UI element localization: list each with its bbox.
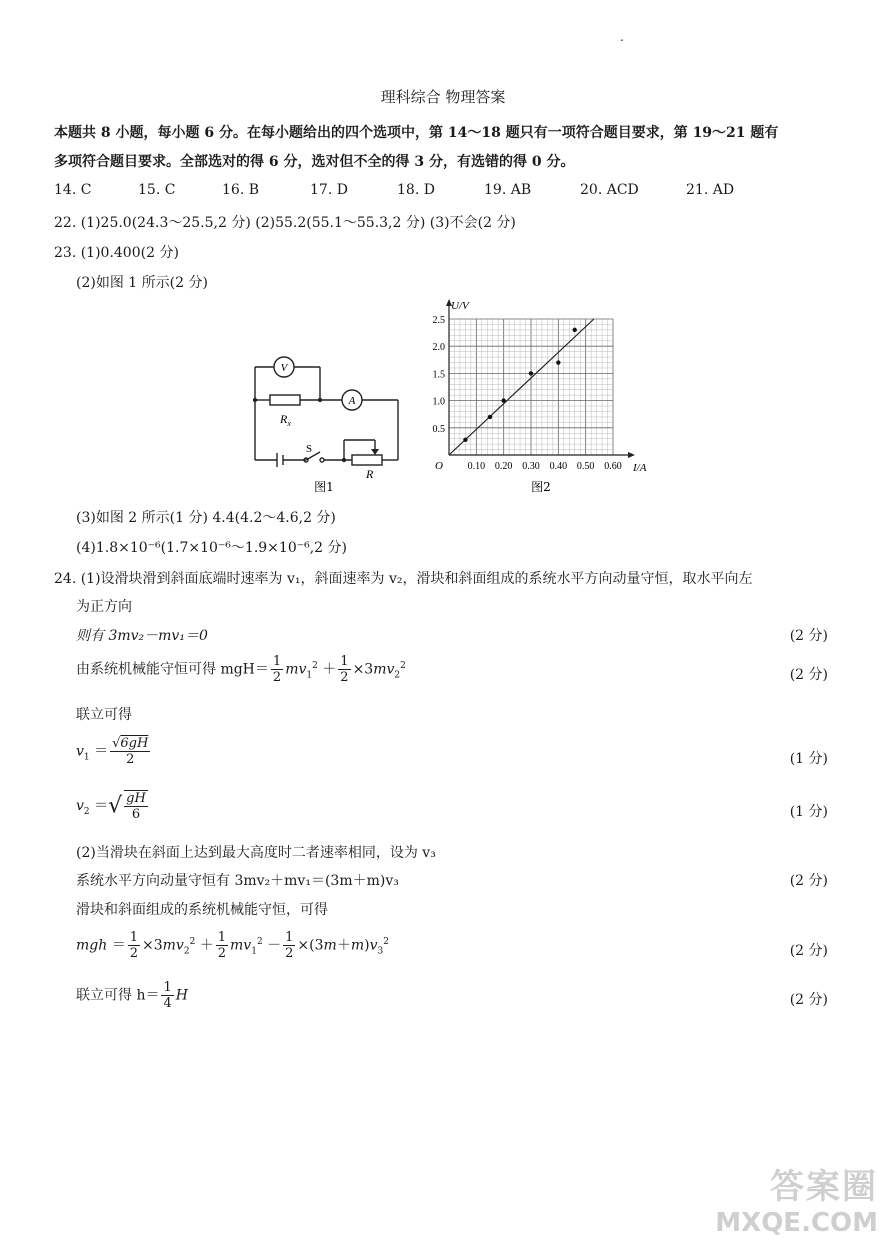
y-tick-label: 0.5: [432, 423, 445, 435]
points-7: (2 分): [789, 992, 828, 1008]
final-lead: 联立可得 h＝: [76, 987, 160, 1004]
q22-answer: 22. (1)25.0(24.3～25.5,2 分) (2)55.2(55.1～55.3,2 分) (3)不会(2 分): [54, 215, 516, 231]
x-axis-arrow: [628, 452, 635, 458]
points-3: (1 分): [789, 751, 828, 767]
q24-line-1: 24. (1)设滑块滑到斜面底端时速率为 v₁，斜面速率为 v₂，滑块和斜面组成的系统水平方向动量守恒，取水平向左: [54, 571, 753, 587]
points-2: (2 分): [789, 667, 828, 683]
y-axis-label: U/V: [451, 300, 469, 312]
watermark: [715, 1159, 878, 1238]
data-point: [501, 398, 505, 402]
frac-half: $\frac{1}{2}$: [129, 930, 138, 961]
x-tick-label: 0.20: [494, 461, 513, 472]
circuit-diagram: [240, 345, 410, 495]
frac-half: $\frac{1}{2}$: [272, 654, 282, 685]
data-point: [556, 360, 560, 364]
answer-16: 16. B: [222, 182, 260, 198]
rheostat-label: R: [366, 467, 374, 481]
q24-final: 联立可得 h＝ $\frac{1}{4}$ H: [76, 980, 188, 1011]
y-tick-label: 2.0: [432, 342, 445, 354]
watermark-text: MXQE.COM: [715, 1208, 878, 1238]
answer-14: 14. C: [54, 182, 92, 198]
chart-grid: [449, 319, 613, 455]
q24-momentum-eq: 则有 3mv₂－mv₁＝0: [76, 628, 208, 644]
points-4: (1 分): [789, 804, 828, 820]
q24-energy-eq-2: mgh ＝ $\frac{1}{2}$ $\times 3mv_2^2$ ＋ $\frac{1}{2}$ $mv_1^2$ － $\frac{1}{2}$ $\times(3m+m)v_3^2$: [76, 930, 389, 961]
data-point: [488, 415, 492, 419]
points-1: (2 分): [789, 628, 828, 644]
page-title: 理科综合 物理答案: [380, 88, 506, 106]
x-tick-label: 0.30: [522, 461, 540, 472]
q24-part2-intro: (2)当滑块在斜面上达到最大高度时二者速率相同，设为 v₃: [76, 845, 436, 861]
data-point: [529, 371, 533, 375]
data-point: [573, 328, 577, 332]
q24-line-2: 为正方向: [76, 599, 132, 615]
answer-15: 15. C: [138, 182, 176, 198]
x-tick-label: 0.60: [604, 461, 622, 472]
answer-21: 21. AD: [686, 182, 735, 198]
answer-18: 18. D: [397, 182, 435, 198]
points-5: (2 分): [789, 873, 828, 889]
x-tick-label: 0.50: [576, 461, 595, 472]
q23-part1: 23. (1)0.400(2 分): [54, 245, 179, 261]
q23-part3: (3)如图 2 所示(1 分) 4.4(4.2～4.6,2 分): [76, 510, 336, 526]
q24-momentum-eq-2: 系统水平方向动量守恒有 3mv₂＋mv₁＝(3m＋m)v₃: [76, 873, 399, 889]
rx-subscript: x: [287, 419, 291, 428]
q24-v1-eq: $v_1$ ＝ $\frac{√6gH}{2}$: [76, 736, 149, 767]
y-tick-label: 1.5: [432, 369, 445, 381]
ammeter-label: A: [348, 395, 356, 407]
answer-17: 17. D: [310, 182, 348, 198]
answer-19: 19. AB: [484, 182, 532, 198]
voltmeter-label: V: [280, 362, 288, 374]
q23-part4: (4)1.8×10⁻⁶(1.7×10⁻⁶～1.9×10⁻⁶,2 分): [76, 540, 347, 556]
chart-ticks: [433, 315, 622, 472]
chart-axes: [446, 299, 635, 458]
y-tick-label: 2.5: [432, 315, 445, 326]
watermark-logo: 答案圈: [770, 1167, 878, 1207]
points-6: (2 分): [789, 943, 828, 959]
frac-half: $\frac{1}{2}$: [285, 930, 294, 961]
top-dot: .: [620, 30, 624, 44]
data-point: [463, 438, 467, 442]
frac-quarter: $\frac{1}{4}$: [163, 980, 172, 1011]
rx-label: [279, 412, 291, 428]
answer-20: 20. ACD: [580, 182, 639, 198]
q24-combine-1: 联立可得: [76, 707, 132, 723]
rx-letter: R: [280, 412, 288, 426]
x-axis-label: I/A: [633, 462, 647, 474]
q23-part2: (2)如图 1 所示(2 分): [76, 275, 208, 291]
x-tick-label: 0.10: [467, 461, 486, 472]
origin-label: O: [435, 460, 443, 472]
frac-half: $\frac{1}{2}$: [340, 654, 349, 685]
y-tick-label: 1.0: [432, 396, 445, 408]
ui-graph: [425, 295, 665, 495]
frac-half: $\frac{1}{2}$: [217, 930, 227, 961]
q24-energy-intro-2: 滑块和斜面组成的系统机械能守恒，可得: [76, 902, 328, 918]
energy-eq-lead: 由系统机械能守恒可得 mgH＝: [76, 661, 269, 678]
frac-v2: $\frac{gH}{6}$: [126, 791, 146, 822]
frac-v1: $\frac{√6gH}{2}$: [112, 736, 149, 767]
q24-v2-eq: $v_2$ ＝√ $\frac{gH}{6}$: [76, 791, 146, 822]
q24-energy-eq: 由系统机械能守恒可得 mgH＝ $\frac{1}{2}$ $mv_1^2$ ＋ $\frac{1}{2}$ $\times 3mv_2^2$: [76, 654, 406, 685]
switch-label: S: [306, 443, 313, 455]
x-tick-label: 0.40: [549, 461, 568, 472]
intro-line-2: 多项符合题目要求。全部选对的得 6 分，选对但不全的得 3 分，有选错的得 0 分。: [54, 154, 575, 170]
fig2-caption: 图2: [531, 480, 551, 494]
fig1-caption: 图1: [314, 480, 334, 494]
intro-line-1: 本题共 8 小题，每小题 6 分。在每小题给出的四个选项中，第 14～18 题只有一项符合题目要求，第 19～21 题有: [54, 125, 779, 141]
